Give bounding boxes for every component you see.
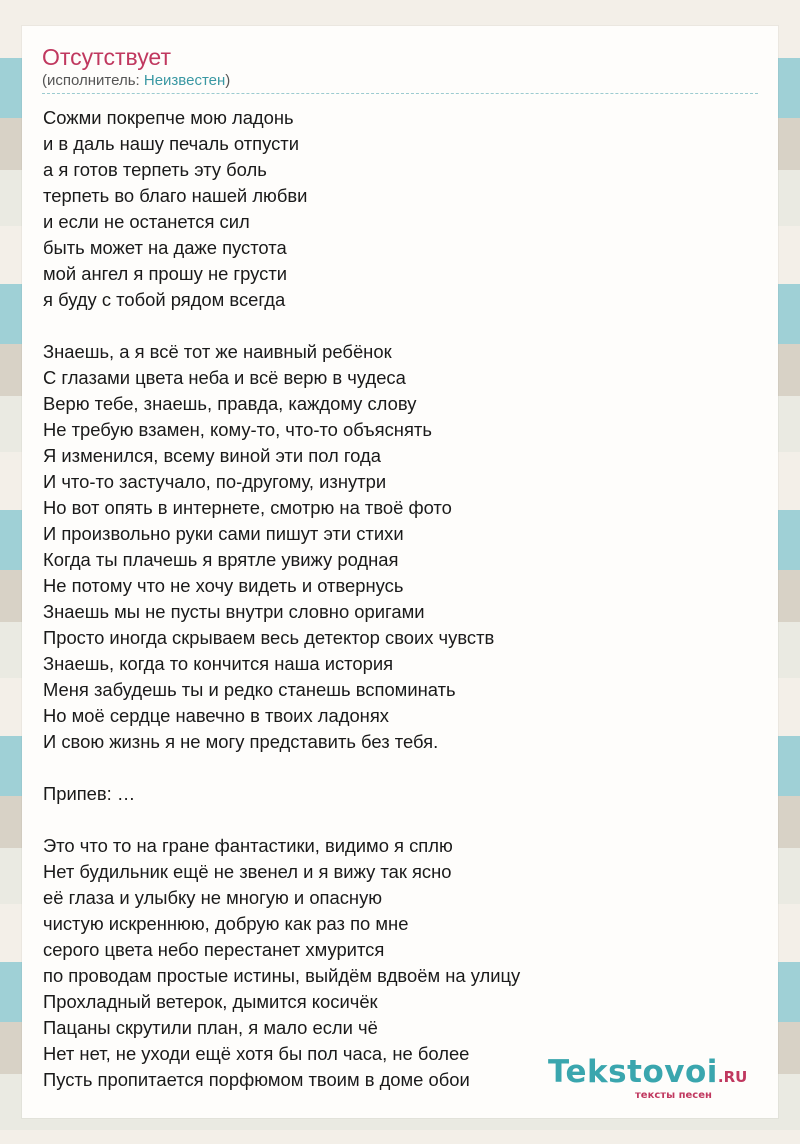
lyrics-line: Припев: … xyxy=(43,783,136,804)
site-logo[interactable] xyxy=(548,1054,748,1101)
lyrics-line: мой ангел я прошу не грусти xyxy=(43,263,288,284)
lyrics-line: Прохладный ветерок, дымится косичёк xyxy=(43,991,378,1012)
lyrics-line: серого цвета небо перестанет хмурится xyxy=(43,939,385,960)
lyrics-line: а я готов терпеть эту боль xyxy=(43,159,267,180)
lyrics-line: Когда ты плачешь я врятле увижу родная xyxy=(43,549,399,570)
lyrics-line: С глазами цвета неба и всё верю в чудеса xyxy=(43,367,406,388)
lyrics-card xyxy=(22,26,778,1118)
lyrics-line: Но моё сердце навечно в твоих ладонях xyxy=(43,705,389,726)
lyrics-line: Просто иногда скрываем весь детектор своих чувств xyxy=(43,627,495,648)
lyrics-line: Знаешь мы не пусты внутри словно оригами xyxy=(43,601,425,622)
lyrics-line: Нет нет, не уходи ещё хотя бы пол часа, не более xyxy=(43,1043,470,1064)
divider xyxy=(42,93,758,94)
lyrics-line: И произвольно руки сами пишут эти стихи xyxy=(43,523,404,544)
artist-line xyxy=(42,72,230,90)
lyrics-blank-line xyxy=(43,755,520,781)
lyrics-line: И свою жизнь я не могу представить без тебя. xyxy=(43,731,439,752)
lyrics-line: быть может на даже пустота xyxy=(43,237,287,258)
lyrics-line: Сожми покрепче мою ладонь xyxy=(43,107,294,128)
lyrics-text xyxy=(43,105,520,1093)
lyrics-line: Пусть пропитается порфюмом твоим в доме обои xyxy=(43,1069,470,1090)
lyrics-line: Знаешь, а я всё тот же наивный ребёнок xyxy=(43,341,392,362)
lyrics-line: Не требую взамен, кому-то, что-то объяснять xyxy=(43,419,432,440)
lyrics-line: чистую искреннюю, добрую как раз по мне xyxy=(43,913,409,934)
logo-tld: .RU xyxy=(717,1068,748,1086)
lyrics-line: Я изменился, всему виной эти пол года xyxy=(43,445,381,466)
lyrics-line: по проводам простые истины, выйдём вдвоём на улицу xyxy=(43,965,521,986)
logo-text: Tekstovoi xyxy=(548,1054,718,1090)
lyrics-line: я буду с тобой рядом всегда xyxy=(43,289,286,310)
lyrics-line: Меня забудешь ты и редко станешь вспоминать xyxy=(43,679,456,700)
artist-suffix: ) xyxy=(225,72,231,89)
logo-tagline: тексты песен xyxy=(635,1090,712,1101)
lyrics-line: Нет будильник ещё не звенел и я вижу так ясно xyxy=(43,861,452,882)
artist-prefix: (исполнитель: xyxy=(42,72,144,89)
lyrics-line: Но вот опять в интернете, смотрю на твоё фото xyxy=(43,497,452,518)
lyrics-line: Не потому что не хочу видеть и отвернусь xyxy=(43,575,404,596)
song-title: Отсутствует xyxy=(42,44,171,70)
lyrics-line: терпеть во благо нашей любви xyxy=(43,185,308,206)
lyrics-line: Знаешь, когда то кончится наша история xyxy=(43,653,394,674)
lyrics-line: И что-то застучало, по-другому, изнутри xyxy=(43,471,387,492)
artist-link[interactable]: Неизвестен xyxy=(143,72,226,89)
lyrics-line: её глаза и улыбку не многую и опасную xyxy=(43,887,383,908)
lyrics-line: Пацаны скрутили план, я мало если чё xyxy=(43,1017,378,1038)
lyrics-line: и если не останется сил xyxy=(43,211,250,232)
lyrics-line: Верю тебе, знаешь, правда, каждому слову xyxy=(43,393,417,414)
lyrics-blank-line xyxy=(43,313,520,339)
lyrics-blank-line xyxy=(43,807,520,833)
lyrics-line: Это что то на гране фантастики, видимо я сплю xyxy=(43,835,453,856)
lyrics-line: и в даль нашу печаль отпусти xyxy=(43,133,299,154)
